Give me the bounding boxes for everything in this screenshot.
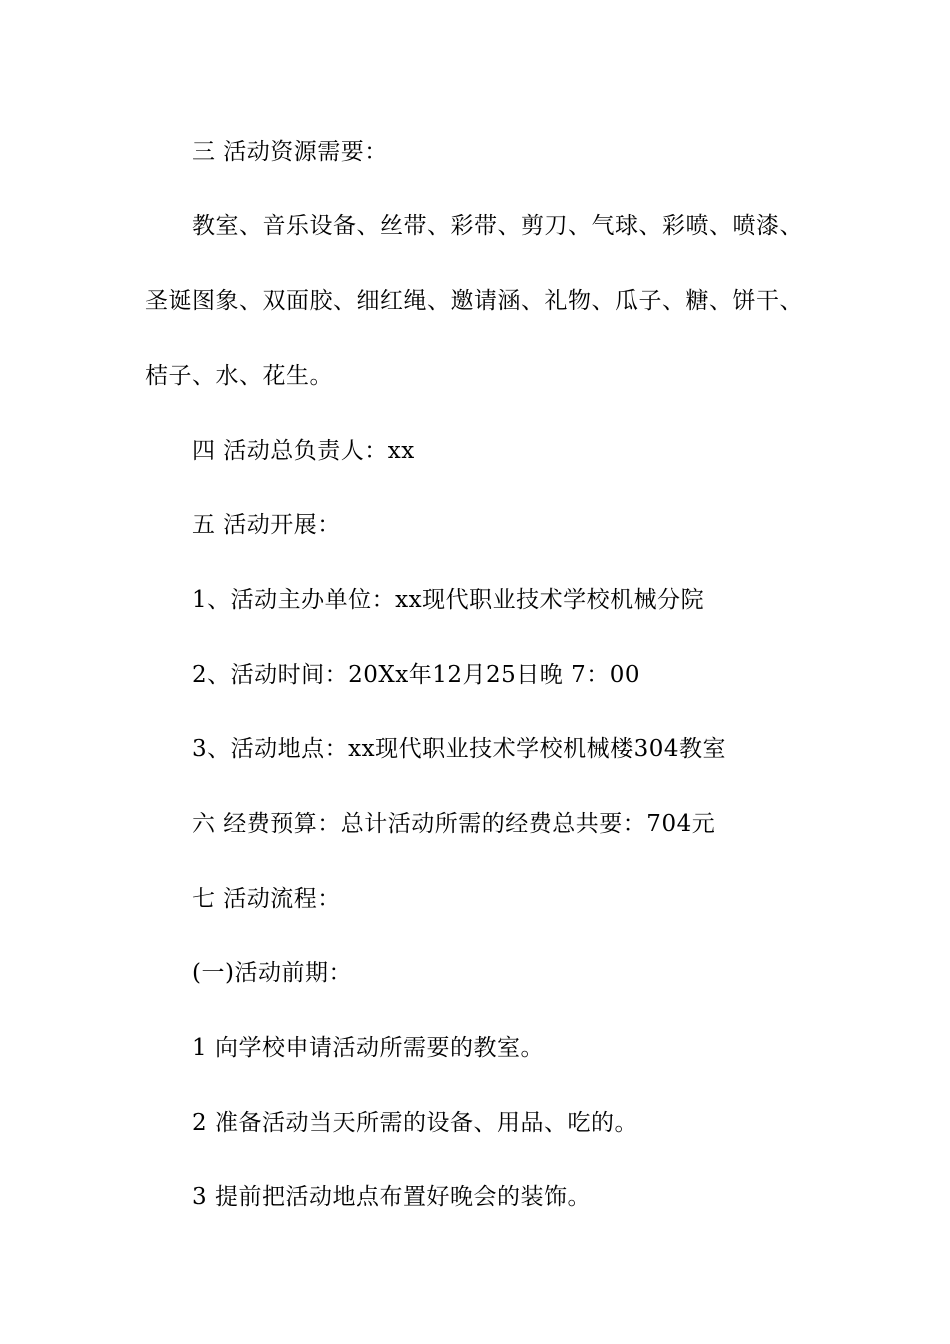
preparation-step-1: 1 向学校申请活动所需要的教室。: [192, 1035, 544, 1061]
process-subheading-preparation: (一)活动前期：: [192, 960, 352, 986]
execution-time: 2、活动时间：20Xx年12月25日晚 7：00: [192, 662, 640, 688]
preparation-step-2: 2 准备活动当天所需的设备、用品、吃的。: [192, 1110, 638, 1136]
resources-text-line-2: 圣诞图象、双面胶、细红绳、邀请涵、礼物、瓜子、糖、饼干、: [145, 288, 803, 314]
section-heading-budget: 六 经费预算：总计活动所需的经费总共要：704元: [192, 811, 716, 837]
section-heading-manager: 四 活动总负责人：xx: [192, 438, 415, 464]
section-heading-execution: 五 活动开展：: [192, 512, 341, 538]
resources-text-line-3: 桔子、水、花生。: [145, 363, 333, 389]
execution-location: 3、活动地点：xx现代职业技术学校机械楼304教室: [192, 736, 726, 762]
resources-text-line-1: 教室、音乐设备、丝带、彩带、剪刀、气球、彩喷、喷漆、: [192, 213, 803, 239]
section-heading-resources: 三 活动资源需要：: [192, 139, 388, 165]
preparation-step-3: 3 提前把活动地点布置好晚会的装饰。: [192, 1184, 591, 1210]
execution-organizer: 1、活动主办单位：xx现代职业技术学校机械分院: [192, 587, 705, 613]
section-heading-process: 七 活动流程：: [192, 886, 341, 912]
